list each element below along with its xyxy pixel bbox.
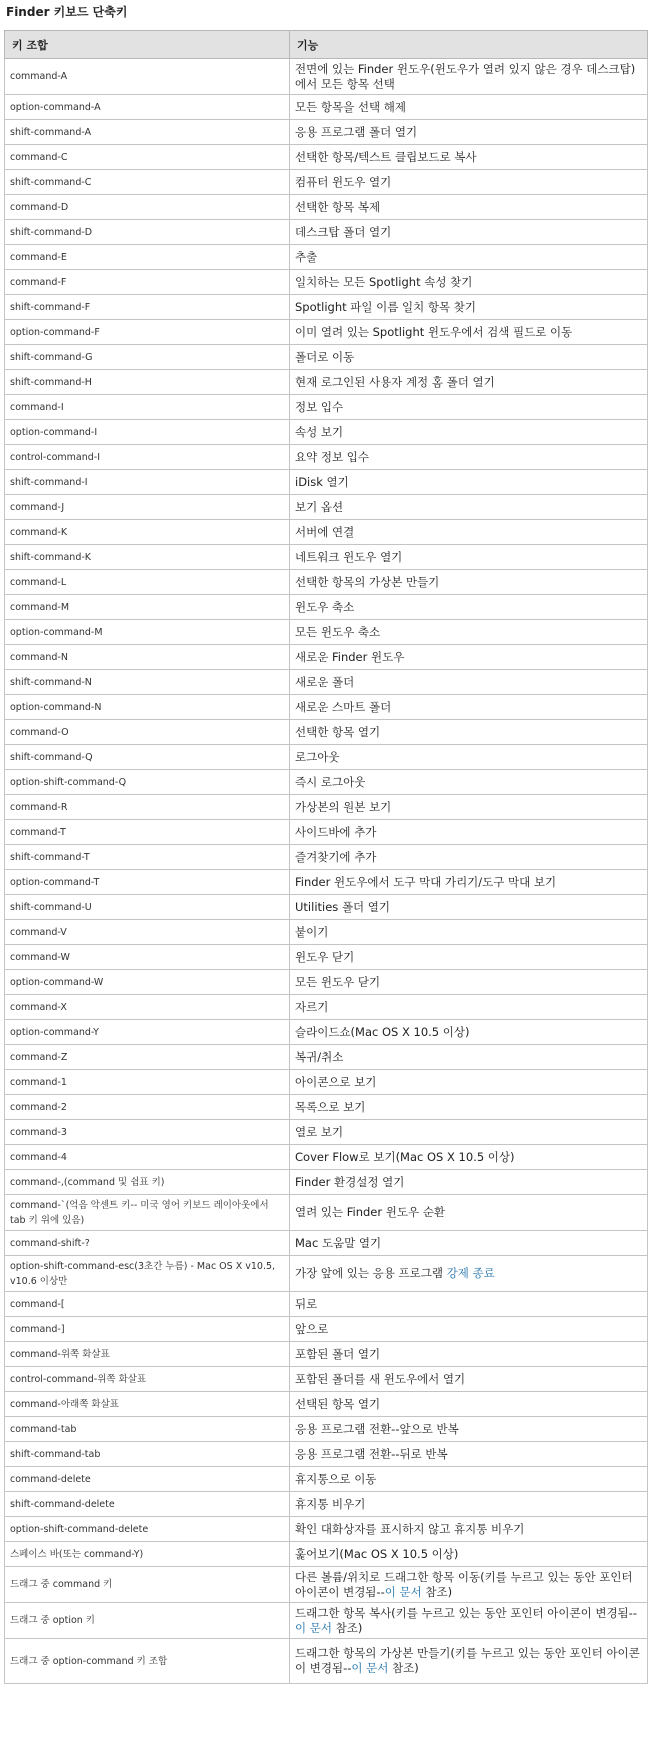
table-row [5, 170, 648, 195]
table-row [5, 670, 648, 695]
shortcut-key: shift-command-T [5, 845, 290, 870]
shortcut-key: command-C [5, 145, 290, 170]
function-text: 확인 대화상자를 표시하지 않고 휴지통 비우기 [295, 1521, 525, 1536]
function-text: 보기 옵션 [295, 499, 344, 514]
shortcut-key: shift-command-N [5, 670, 290, 695]
shortcut-function [290, 1070, 648, 1095]
shortcut-function [290, 520, 648, 545]
function-text: 뒤로 [295, 1296, 318, 1311]
shortcut-key: command-F [5, 270, 290, 295]
shortcut-key: shift-command-D [5, 220, 290, 245]
function-text: 목록으로 보기 [295, 1099, 366, 1114]
shortcut-function [290, 1467, 648, 1492]
shortcut-key: command-N [5, 645, 290, 670]
function-text-tail: 참조) [331, 1620, 363, 1635]
function-text: 응용 프로그램 폴더 열기 [295, 124, 418, 139]
function-text: 응용 프로그램 전환--앞으로 반복 [295, 1421, 459, 1436]
shortcut-function [290, 895, 648, 920]
shortcut-function [290, 445, 648, 470]
table-row [5, 345, 648, 370]
function-text: 데스크탑 폴더 열기 [295, 224, 392, 239]
shortcut-function [290, 945, 648, 970]
table-row [5, 695, 648, 720]
function-text: 포함된 폴더를 새 윈도우에서 열기 [295, 1371, 466, 1386]
shortcut-function [290, 620, 648, 645]
function-text: 훑어보기(Mac OS X 10.5 이상) [295, 1546, 459, 1561]
table-row [5, 945, 648, 970]
table-row [5, 620, 648, 645]
shortcut-function [290, 195, 648, 220]
function-text: 열로 보기 [295, 1124, 344, 1139]
shortcut-function [290, 1603, 648, 1639]
shortcut-key: command-M [5, 595, 290, 620]
shortcut-function [290, 1231, 648, 1256]
shortcut-key: command-O [5, 720, 290, 745]
function-text: 사이드바에 추가 [295, 824, 377, 839]
shortcut-function [290, 120, 648, 145]
table-row [5, 445, 648, 470]
shortcut-key: command-K [5, 520, 290, 545]
table-row [5, 195, 648, 220]
shortcut-function [290, 220, 648, 245]
shortcut-function [290, 320, 648, 345]
shortcut-key: shift-command-H [5, 370, 290, 395]
shortcut-function [290, 820, 648, 845]
function-text: 네트워크 윈도우 열기 [295, 549, 403, 564]
shortcut-key: 스페이스 바(또는 command-Y) [5, 1542, 290, 1567]
shortcut-key: option-shift-command-delete [5, 1517, 290, 1542]
shortcut-key: command-R [5, 795, 290, 820]
reference-link[interactable]: 이 문서 [351, 1661, 389, 1675]
table-row [5, 1170, 648, 1195]
shortcut-function [290, 170, 648, 195]
function-text: 모든 항목을 선택 해제 [295, 99, 406, 114]
table-row [5, 1120, 648, 1145]
shortcut-function [290, 345, 648, 370]
table-row [5, 645, 648, 670]
shortcut-function [290, 720, 648, 745]
table-row [5, 1342, 648, 1367]
shortcut-function [290, 470, 648, 495]
shortcut-function [290, 1639, 648, 1684]
table-row [5, 570, 648, 595]
function-text: 새로운 폴더 [295, 674, 355, 689]
function-text: 포함된 폴더 열기 [295, 1346, 381, 1361]
function-text: 가상본의 원본 보기 [295, 799, 392, 814]
function-text: 열려 있는 Finder 윈도우 순환 [295, 1205, 445, 1219]
function-text: 전면에 있는 Finder 윈도우(윈도우가 열려 있지 않은 경우 데스크탑)에서 모든 항목 선택 [295, 61, 636, 91]
table-row [5, 395, 648, 420]
shortcut-function [290, 1292, 648, 1317]
shortcut-function [290, 670, 648, 695]
shortcut-key: shift-command-A [5, 120, 290, 145]
shortcut-key: option-command-A [5, 95, 290, 120]
shortcut-function [290, 1256, 648, 1292]
function-text: 속성 보기 [295, 424, 344, 439]
shortcut-function [290, 245, 648, 270]
shortcut-key: command-[ [5, 1292, 290, 1317]
function-text: 이미 열려 있는 Spotlight 윈도우에서 검색 필드로 이동 [295, 324, 573, 339]
function-text: 자르기 [295, 999, 329, 1014]
reference-link[interactable]: 강제 종료 [446, 1266, 495, 1280]
shortcut-key: option-command-W [5, 970, 290, 995]
table-row [5, 1231, 648, 1256]
shortcut-key: shift-command-Q [5, 745, 290, 770]
function-text: 선택한 항목 열기 [295, 724, 381, 739]
shortcut-function [290, 370, 648, 395]
function-text: Finder 윈도우에서 도구 막대 가리기/도구 막대 보기 [295, 874, 557, 889]
shortcut-key: shift-command-C [5, 170, 290, 195]
function-text: 선택한 항목의 가상본 만들기 [295, 574, 440, 589]
shortcut-key: command-L [5, 570, 290, 595]
shortcut-key: shift-command-delete [5, 1492, 290, 1517]
function-text: 새로운 스마트 폴더 [295, 699, 392, 714]
shortcut-function [290, 395, 648, 420]
shortcut-key: command-`(억음 악센트 키-- 미국 영어 키보드 레이아웃에서 tab 키 위에 있음) [5, 1195, 290, 1231]
shortcut-function [290, 920, 648, 945]
table-row [5, 295, 648, 320]
shortcut-function [290, 1567, 648, 1603]
shortcut-function [290, 1317, 648, 1342]
function-text: 드래그한 항목 복사(키를 누르고 있는 동안 포인터 아이콘이 변경됨-- [295, 1605, 637, 1620]
table-row [5, 320, 648, 345]
table-row [5, 820, 648, 845]
shortcut-key: command-,(command 및 쉼표 키) [5, 1170, 290, 1195]
shortcut-function [290, 1367, 648, 1392]
shortcut-function [290, 1392, 648, 1417]
shortcut-function [290, 745, 648, 770]
function-text: 정보 입수 [295, 399, 344, 414]
shortcut-key: shift-command-I [5, 470, 290, 495]
table-row [5, 1392, 648, 1417]
shortcut-key: shift-command-U [5, 895, 290, 920]
table-row [5, 1417, 648, 1442]
function-text: 드래그한 항목의 가상본 만들기(키를 누르고 있는 동안 포인터 아이콘이 변경됨-- [295, 1646, 640, 1675]
table-row [5, 1020, 648, 1045]
shortcut-key: command-J [5, 495, 290, 520]
shortcut-key: option-command-Y [5, 1020, 290, 1045]
function-text: 가장 앞에 있는 응용 프로그램 [295, 1266, 447, 1280]
function-text: 다른 볼륨/위치로 드래그한 항목 이동(키를 누르고 있는 동안 포인터 아이콘이 변경됨-- [295, 1569, 633, 1599]
shortcut-function [290, 95, 648, 120]
function-text: Finder 환경설정 열기 [295, 1174, 405, 1189]
table-row [5, 470, 648, 495]
table-row [5, 1639, 648, 1684]
shortcut-function [290, 145, 648, 170]
function-text: 선택된 항목 열기 [295, 1396, 381, 1411]
table-row [5, 770, 648, 795]
shortcut-function [290, 570, 648, 595]
function-text: 휴지통 비우기 [295, 1496, 366, 1511]
shortcut-key: command-W [5, 945, 290, 970]
function-text: 붙이기 [295, 924, 329, 939]
table-row [5, 270, 648, 295]
shortcut-key: option-command-T [5, 870, 290, 895]
table-row [5, 145, 648, 170]
table-row [5, 745, 648, 770]
table-row [5, 1517, 648, 1542]
table-row [5, 95, 648, 120]
table-row [5, 1317, 648, 1342]
table-row [5, 795, 648, 820]
function-text: 현재 로그인된 사용자 계정 홈 폴더 열기 [295, 374, 495, 389]
shortcut-key: 드래그 중 command 키 [5, 1567, 290, 1603]
function-text: 즐겨찾기에 추가 [295, 849, 377, 864]
function-text: 폴더로 이동 [295, 349, 355, 364]
shortcut-key: command-1 [5, 1070, 290, 1095]
function-text: 추출 [295, 249, 318, 264]
table-row [5, 595, 648, 620]
shortcut-key: command-delete [5, 1467, 290, 1492]
shortcut-function [290, 1195, 648, 1231]
function-text: 아이콘으로 보기 [295, 1074, 377, 1089]
shortcut-function [290, 495, 648, 520]
column-header-function: 기능 [290, 31, 648, 59]
shortcut-key: command-I [5, 395, 290, 420]
shortcut-key: option-command-M [5, 620, 290, 645]
shortcut-key: command-V [5, 920, 290, 945]
table-row [5, 920, 648, 945]
shortcut-key: command-X [5, 995, 290, 1020]
function-text: 새로운 Finder 윈도우 [295, 649, 405, 664]
table-row [5, 370, 648, 395]
shortcut-function [290, 1492, 648, 1517]
shortcut-key: shift-command-tab [5, 1442, 290, 1467]
shortcut-function [290, 1442, 648, 1467]
shortcut-key: command-E [5, 245, 290, 270]
shortcut-key: command-3 [5, 1120, 290, 1145]
shortcut-function [290, 970, 648, 995]
shortcut-key: command-4 [5, 1145, 290, 1170]
table-row [5, 545, 648, 570]
table-row [5, 720, 648, 745]
table-row [5, 420, 648, 445]
function-text: 컴퓨터 윈도우 열기 [295, 174, 392, 189]
shortcut-function [290, 1120, 648, 1145]
table-row [5, 1442, 648, 1467]
shortcut-key: shift-command-F [5, 295, 290, 320]
table-header-row [5, 31, 648, 59]
function-text: 윈도우 닫기 [295, 949, 355, 964]
shortcut-key: option-command-I [5, 420, 290, 445]
function-text-tail: 참조) [421, 1584, 453, 1599]
shortcut-key: control-command-위쪽 화살표 [5, 1367, 290, 1392]
table-row [5, 1567, 648, 1603]
shortcut-function [290, 1170, 648, 1195]
function-text: 모든 윈도우 축소 [295, 624, 381, 639]
function-text: 서버에 연결 [295, 524, 355, 539]
table-row [5, 1603, 648, 1639]
shortcut-function [290, 1095, 648, 1120]
function-text: Cover Flow로 보기(Mac OS X 10.5 이상) [295, 1149, 515, 1164]
function-text: 응용 프로그램 전환--뒤로 반복 [295, 1446, 448, 1461]
function-text-tail: 참조) [388, 1661, 419, 1675]
shortcut-key: command-tab [5, 1417, 290, 1442]
shortcut-function [290, 795, 648, 820]
shortcut-function [290, 695, 648, 720]
table-body [5, 59, 648, 1684]
shortcut-function [290, 845, 648, 870]
table-row [5, 970, 648, 995]
function-text: Utilities 폴더 열기 [295, 899, 391, 914]
reference-link[interactable]: 이 문서 [295, 1620, 332, 1635]
table-row [5, 120, 648, 145]
reference-link[interactable]: 이 문서 [384, 1584, 422, 1599]
table-row [5, 995, 648, 1020]
shortcut-key: option-shift-command-esc(3초간 누름) - Mac OS X v10.5, v10.6 이상만 [5, 1256, 290, 1292]
shortcut-function [290, 870, 648, 895]
shortcut-function [290, 1542, 648, 1567]
shortcut-key: command-2 [5, 1095, 290, 1120]
shortcut-key: option-shift-command-Q [5, 770, 290, 795]
shortcut-function [290, 1342, 648, 1367]
shortcut-key: command-shift-? [5, 1231, 290, 1256]
function-text: 요약 정보 입수 [295, 449, 369, 464]
shortcut-key: control-command-I [5, 445, 290, 470]
function-text: 선택한 항목/텍스트 클립보드로 복사 [295, 149, 477, 164]
function-text: 선택한 항목 복제 [295, 199, 381, 214]
shortcut-function [290, 1517, 648, 1542]
table-row [5, 1095, 648, 1120]
table-row [5, 1045, 648, 1070]
page-title: Finder 키보드 단축키 [6, 5, 128, 19]
function-text: 모든 윈도우 닫기 [295, 974, 381, 989]
function-text: 윈도우 축소 [295, 599, 355, 614]
shortcut-key: command-D [5, 195, 290, 220]
column-header-key: 키 조합 [5, 31, 290, 59]
function-text: 휴지통으로 이동 [295, 1471, 377, 1486]
shortcut-function [290, 1145, 648, 1170]
table-row [5, 1195, 648, 1231]
function-text: 복귀/취소 [295, 1049, 344, 1064]
table-row [5, 895, 648, 920]
function-text: Mac 도움말 열기 [295, 1235, 382, 1250]
shortcut-function [290, 645, 648, 670]
shortcut-function [290, 1417, 648, 1442]
table-row [5, 520, 648, 545]
shortcut-key: 드래그 중 option 키 [5, 1603, 290, 1639]
shortcut-function [290, 420, 648, 445]
table-row [5, 1492, 648, 1517]
shortcut-function [290, 770, 648, 795]
shortcut-function [290, 270, 648, 295]
shortcut-function [290, 995, 648, 1020]
shortcut-function [290, 59, 648, 95]
function-text: 로그아웃 [295, 749, 340, 764]
table-row [5, 1292, 648, 1317]
table-row [5, 220, 648, 245]
function-text: iDisk 열기 [295, 474, 349, 489]
shortcut-function [290, 295, 648, 320]
table-row [5, 870, 648, 895]
shortcut-key: command-A [5, 59, 290, 95]
shortcut-key: shift-command-K [5, 545, 290, 570]
shortcut-key: command-아래쪽 화살표 [5, 1392, 290, 1417]
shortcut-key: option-command-N [5, 695, 290, 720]
table-row [5, 59, 648, 95]
table-row [5, 1070, 648, 1095]
shortcut-function [290, 545, 648, 570]
shortcut-function [290, 595, 648, 620]
table-row [5, 1256, 648, 1292]
table-row [5, 495, 648, 520]
function-text: 앞으로 [295, 1321, 329, 1336]
shortcut-key: command-위쪽 화살표 [5, 1342, 290, 1367]
function-text: 슬라이드쇼(Mac OS X 10.5 이상) [295, 1024, 470, 1039]
shortcut-key: command-Z [5, 1045, 290, 1070]
table-row [5, 1145, 648, 1170]
table-row [5, 245, 648, 270]
shortcut-table [4, 30, 648, 1684]
function-text: Spotlight 파일 이름 일치 항목 찾기 [295, 299, 476, 314]
shortcut-key: option-command-F [5, 320, 290, 345]
shortcut-key: shift-command-G [5, 345, 290, 370]
shortcut-key: command-T [5, 820, 290, 845]
shortcut-function [290, 1045, 648, 1070]
table-row [5, 845, 648, 870]
function-text: 일치하는 모든 Spotlight 속성 찾기 [295, 274, 473, 289]
table-row [5, 1542, 648, 1567]
function-text: 즉시 로그아웃 [295, 774, 366, 789]
shortcut-key: command-] [5, 1317, 290, 1342]
shortcut-function [290, 1020, 648, 1045]
table-row [5, 1367, 648, 1392]
table-row [5, 1467, 648, 1492]
shortcut-key: 드래그 중 option-command 키 조합 [5, 1639, 290, 1684]
